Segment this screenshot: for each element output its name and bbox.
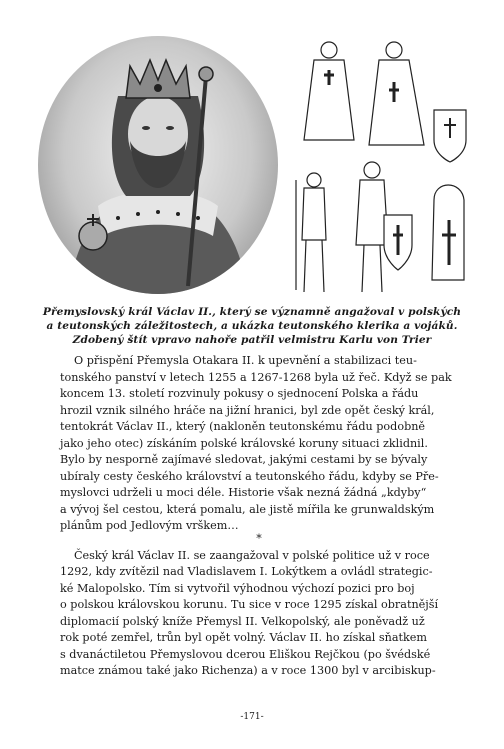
illustration — [38, 30, 468, 300]
text-line: tonského panství v letech 1255 a 1267-1268 byla už řeč. Když se pak — [60, 370, 452, 384]
section-separator: * — [256, 531, 262, 545]
text-line: O přispění Přemysla Otakara II. k upevnění a stabilizaci teu- — [74, 354, 417, 367]
text-line: a vývoj šel cestou, která pomalu, ale jistě mířila ke grunwaldským — [60, 502, 435, 516]
teutonic-figures-image — [284, 30, 470, 300]
text-line: myslovci udrželi u moci déle. Historie však nezná žádná „kdyby“ — [60, 486, 427, 499]
paragraph-1 — [60, 353, 458, 535]
caption-line: a teutonských záležitostech, a ukázka teutonského klerika a vojáků. — [46, 320, 458, 332]
text-line: jako jeho otec) získáním polské královské koruny situaci zklidnil. — [60, 436, 428, 450]
text-line: koncem 13. století rozvinuly pokusy o sjednocení Polska a řádu — [60, 387, 419, 400]
text-line: diplomacií polský kníže Přemysl II. Velkopolský, ale poněvadž už — [60, 614, 425, 628]
text-line: o polskou královskou korunu. Tu sice v roce 1295 získal obratnější — [60, 598, 439, 611]
text-line: 1292, kdy zvítězil nad Vladislavem I. Lokýtkem a ovládl strategic- — [60, 565, 433, 578]
text-line: rok poté zemřel, trůn byl opět volný. Václav II. ho získal sňatkem — [60, 631, 428, 644]
text-line: hrozil vznik silného hráče na jižní hranici, byl zde opět český král, — [60, 403, 435, 417]
text-line: ubíraly cesty českého království a teutonského řádu, kdyby se Pře- — [60, 469, 439, 483]
figure-caption — [20, 305, 484, 347]
caption-line: Zdobený štít vpravo nahoře patřil velmistru Karlu von Trier — [72, 334, 432, 346]
text-line: ké Malopolsko. Tím si vytvořil výhodnou výchozí pozici pro boj — [60, 581, 415, 595]
text-line: Český král Václav II. se zaangažoval v polské politice už v roce — [74, 548, 430, 562]
text-line: plánům pod Jedlovým vrškem… — [60, 519, 239, 532]
body-text — [60, 353, 458, 680]
caption-line: Přemyslovský král Václav II., který se významně angažoval v polských — [42, 306, 462, 318]
paragraph-2 — [60, 548, 458, 680]
king-portrait-image — [38, 36, 278, 294]
text-line: s dvanáctiletou Přemyslovou dcerou Eliškou Rejčkou (po švédské — [60, 647, 431, 661]
text-line: matce známou také jako Richenza) a v roce 1300 byl v arcibiskup- — [60, 664, 436, 677]
text-line: Bylo by nesporně zajímavé sledovat, jakými cestami by se bývaly — [60, 453, 428, 466]
page-number: -171- — [240, 712, 264, 722]
text-line: tentokrát Václav II., který (nakloněn teutonskému řádu podobně — [60, 420, 426, 433]
